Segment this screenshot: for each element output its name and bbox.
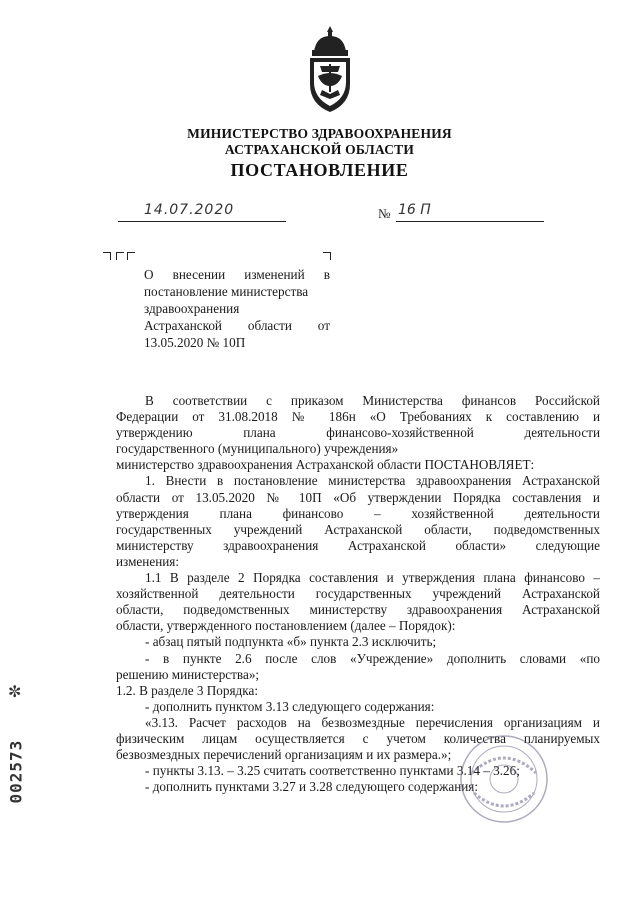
subject-corner-top-left	[116, 252, 124, 260]
body-line: государственных учреждений Астраханской области, подведомственных	[116, 521, 600, 537]
asterisk-icon: ✼	[8, 684, 22, 701]
body-line: министерству здравоохранения Астраханской области» следующие	[116, 537, 600, 553]
body-line: области, подведомственных министерству здравоохранения Астраханской	[116, 602, 600, 618]
body-line: хозяйственной деятельности государственных учреждений Астраханской	[116, 586, 600, 602]
round-stamp-icon	[458, 733, 550, 825]
body-line: В соответствии с приказом Министерства финансов Российской	[145, 393, 600, 408]
subject-line: Астраханской области от	[144, 318, 330, 333]
subject-line: 13.05.2020 № 10П	[144, 335, 246, 350]
coat-of-arms-icon	[302, 24, 358, 114]
body-line: - пункты 3.13. – 3.25 считать соответственно пунктами 3.14 – 3.26;	[145, 763, 520, 779]
body-line: государственного (муниципального) учреждения»	[116, 441, 399, 457]
subject-corner-top-right	[323, 252, 331, 260]
body-line: безвозмездных перечислений организациям и их размера.»;	[116, 747, 452, 763]
body-line: 1.2. В разделе 3 Порядка:	[116, 682, 258, 698]
handwritten-number: 16 П	[398, 202, 431, 218]
body-line: физическим лицам осуществляется с учетом количества планируемых	[116, 730, 600, 746]
document-title: ПОСТАНОВЛЕНИЕ	[230, 160, 409, 180]
subject-line: здравоохранения	[144, 301, 240, 316]
serial-number-mark	[6, 684, 28, 804]
body-line: утверждения плана финансово – хозяйственной деятельности	[116, 505, 600, 521]
ministry-name-line2: АСТРАХАНСКОЙ ОБЛАСТИ	[224, 142, 415, 157]
body-line: - в пункте 2.6 после слов «Учреждение» дополнить словами «по	[145, 650, 600, 666]
subject-line: постановление министерства	[144, 284, 309, 299]
body-line: - абзац пятый подпункта «б» пункта 2.3 исключить;	[145, 634, 437, 650]
number-field	[396, 201, 544, 222]
subject-block	[144, 266, 330, 351]
body-line: 1.1 В разделе 2 Порядка составления и утверждения плана финансово –	[145, 570, 600, 586]
body-line: министерство здравоохранения Астраханской области ПОСТАНОВЛЯЕТ:	[116, 457, 535, 473]
handwritten-date: 14.07.2020	[144, 202, 235, 218]
body-line: - дополнить пунктами 3.27 и 3.28 следующего содержания:	[145, 779, 479, 795]
body-line: области от 13.05.2020 № 10П «Об утверждении Порядка составления и	[116, 489, 600, 505]
date-field	[118, 201, 286, 222]
body-line: изменения:	[116, 553, 180, 569]
number-sign: №	[378, 206, 391, 221]
body-line: утверждению плана финансово-хозяйственной деятельности	[116, 425, 600, 441]
ministry-name-line1: МИНИСТЕРСТВО ЗДРАВООХРАНЕНИЯ	[187, 126, 452, 141]
body-line: «3.13. Расчет расходов на безвозмездные перечисления организациям и	[145, 714, 600, 730]
body-line: области, утвержденного постановлением (далее – Порядок):	[116, 618, 456, 634]
serial-number: 002573	[6, 739, 26, 804]
body-line: решению министерства»;	[116, 666, 260, 682]
subject-corner-mid-right	[127, 252, 135, 260]
subject-line: О внесении изменений в	[144, 267, 330, 282]
body-line: - дополнить пунктом 3.13 следующего содержания:	[145, 698, 435, 714]
subject-corner-mid-left	[103, 252, 111, 260]
body-line: 1. Внести в постановление министерства здравоохранения Астраханской	[145, 473, 600, 489]
body-line: Федерации от 31.08.2018 № 186н «О Требованиях к составлению и	[116, 409, 600, 425]
